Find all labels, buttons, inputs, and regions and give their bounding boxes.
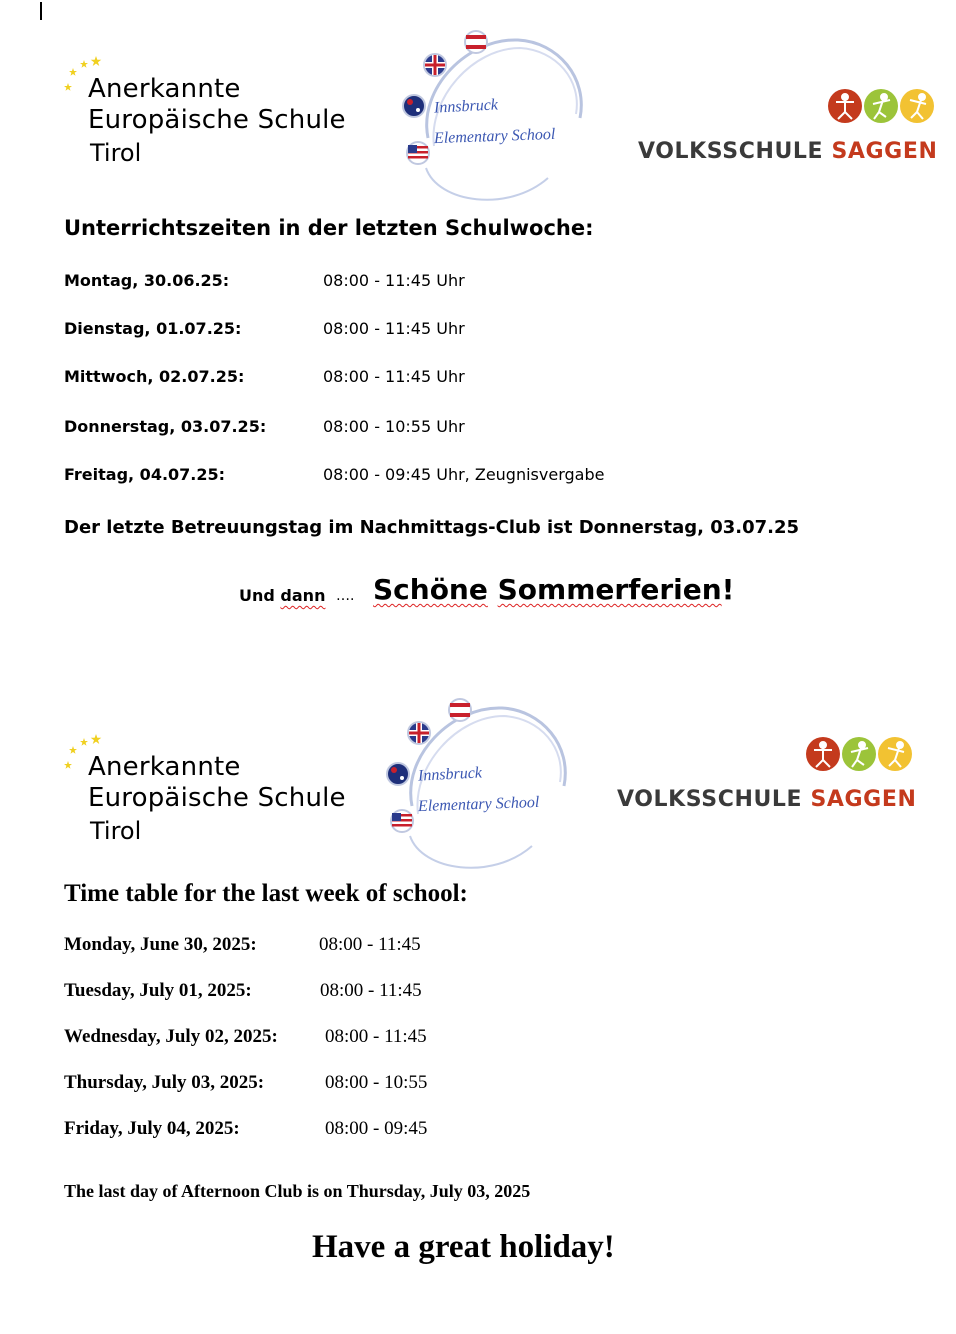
vs-saggen-balls-icon (804, 734, 916, 774)
ellipsis-text: …. (336, 588, 355, 604)
schedule-time: 08:00 - 11:45 (320, 980, 422, 1001)
schedule-time: 08:00 - 09:45 (325, 1118, 428, 1139)
german-heading: Unterrichtszeiten in der letzten Schulwoche: (64, 216, 594, 240)
ies-logo-line2: Elementary School (433, 125, 556, 148)
schedule-row (64, 465, 225, 484)
australia-flag-icon (387, 763, 409, 785)
schedule-time: 08:00 - 09:45 Uhr, Zeugnisvergabe (323, 465, 605, 484)
ies-logo (398, 28, 598, 208)
austria-flag-icon (465, 31, 487, 53)
farewell-exclamation: ! (721, 573, 735, 606)
schedule-day: Monday, June 30, 2025: (64, 934, 257, 955)
australia-flag-icon (403, 95, 425, 117)
aes-logo-line1: Anerkannte (88, 752, 241, 782)
aes-logo-line2: Europäische Schule (88, 783, 346, 813)
ies-ring-icon (398, 28, 598, 208)
ies-ring-icon (382, 696, 582, 876)
schedule-time: 08:00 - 11:45 Uhr (323, 271, 465, 290)
vs-saggen-logo-text (617, 787, 916, 812)
farewell-word-1: Schöne (373, 573, 488, 606)
schedule-day: Mittwoch, 02.07.25: (64, 367, 245, 386)
english-afternoon-club-note: The last day of Afternoon Club is on Thursday, July 03, 2025 (64, 1181, 531, 1201)
schedule-row (64, 980, 252, 1002)
schedule-time: 08:00 - 11:45 (319, 934, 421, 955)
english-heading: Time table for the last week of school: (64, 880, 468, 907)
vs-logo-part2: SAGGEN (810, 787, 917, 812)
german-farewell (373, 573, 734, 606)
vs-logo-part1: VOLKSSCHULE (638, 139, 824, 164)
aes-logo-line3: Tirol (90, 817, 142, 845)
schedule-day: Wednesday, July 02, 2025: (64, 1026, 278, 1047)
dann-word: dann (280, 586, 326, 605)
english-farewell: Have a great holiday! (312, 1229, 615, 1265)
schedule-row (64, 319, 241, 338)
schedule-row (64, 1072, 264, 1094)
schedule-row (64, 271, 229, 290)
schedule-day: Thursday, July 03, 2025: (64, 1072, 265, 1093)
schedule-row (64, 1118, 240, 1140)
schedule-time: 08:00 - 10:55 (325, 1072, 428, 1093)
ies-logo-line2: Elementary School (417, 793, 540, 816)
german-afternoon-club-note: Der letzte Betreuungstag im Nachmittags-Club ist Donnerstag, 03.07.25 (64, 517, 800, 538)
schedule-day: Freitag, 04.07.25: (64, 465, 226, 484)
schedule-day: Dienstag, 01.07.25: (64, 319, 242, 338)
schedule-row (64, 934, 257, 956)
aes-logo-line3: Tirol (90, 139, 142, 167)
aes-logo-line2: Europäische Schule (88, 105, 346, 135)
vs-saggen-balls-icon (826, 86, 938, 126)
vs-saggen-logo-text (638, 139, 937, 164)
schedule-time: 08:00 - 11:45 (325, 1026, 427, 1047)
aes-logo-line1: Anerkannte (88, 74, 241, 104)
vs-logo-part2: SAGGEN (831, 139, 938, 164)
schedule-time: 08:00 - 11:45 Uhr (323, 367, 465, 386)
schedule-day: Tuesday, July 01, 2025: (64, 980, 252, 1001)
und-dann-text (239, 586, 325, 605)
schedule-row (64, 367, 244, 386)
ies-logo-line1: Innsbruck (417, 764, 483, 785)
und-word: Und (239, 586, 275, 605)
ies-logo-line1: Innsbruck (433, 96, 499, 117)
ies-logo (382, 696, 582, 876)
schedule-day: Friday, July 04, 2025: (64, 1118, 240, 1139)
farewell-word-2: Sommerferien (497, 573, 722, 606)
vs-logo-part1: VOLKSSCHULE (617, 787, 803, 812)
schedule-time: 08:00 - 11:45 Uhr (323, 319, 465, 338)
schedule-row (64, 1026, 278, 1048)
schedule-time: 08:00 - 10:55 Uhr (323, 417, 465, 436)
text-cursor (40, 2, 42, 20)
schedule-row (64, 417, 266, 436)
schedule-day: Donnerstag, 03.07.25: (64, 417, 267, 436)
austria-flag-icon (449, 699, 471, 721)
schedule-day: Montag, 30.06.25: (64, 271, 230, 290)
